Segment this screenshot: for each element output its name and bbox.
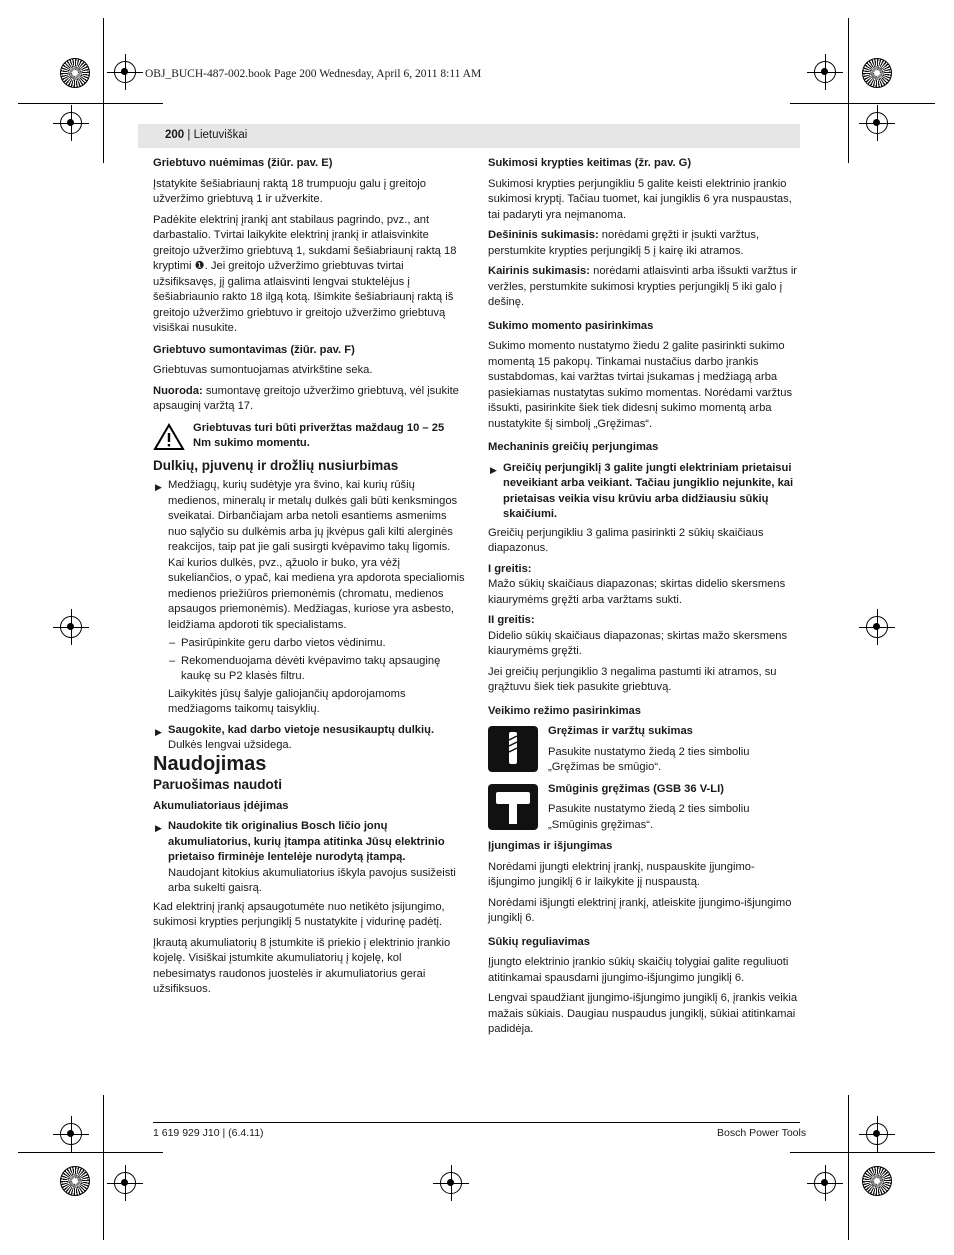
subtitle: I greitis: (488, 562, 532, 575)
registration-star-icon (60, 1166, 90, 1196)
paragraph: Norėdami išjungti elektrinį įrankį, atleiskite įjungimo-išjungimo jungiklį 6. (488, 896, 792, 924)
footer-left: 1 619 929 J10 | (6.4.11) (153, 1127, 264, 1139)
drill-bit-icon (488, 726, 538, 772)
paragraph (488, 264, 800, 311)
mode-item (488, 724, 800, 776)
bullet-item (153, 819, 465, 897)
bullet-text: Naudojant kitokius akumuliatorius iškyla pavojus susižeisti arba sukelti gaisrą. (168, 866, 456, 894)
hammer-icon (488, 784, 538, 830)
section-title: Sūkių reguliavimas (488, 935, 590, 948)
warning-text: Griebtuvas turi būti priveržtas maždaug 10 – 25 Nm sukimo momentu. (193, 421, 445, 449)
mode-text: Pasukite nustatymo žiedą 2 ties simboliu „Smūginis gręžimas“. (548, 803, 750, 831)
registration-star-icon (60, 58, 90, 88)
paragraph: Didelio sūkių skaičiaus diapazonas; skirtas mažo skersmens kiaurymėms gręžti. (488, 629, 788, 657)
bullet-triangle-icon: ▶ (155, 823, 162, 833)
note (153, 384, 465, 415)
section-title: Sukimo momento pasirinkimas (488, 319, 654, 332)
bullet-text: Dulkės lengvai užsidega. (168, 739, 292, 751)
note-text: sumontavę greitojo užveržimo griebtuvą, vėl įsukite apsauginį varžtą 17. (153, 384, 459, 412)
bullet-text-bold: Naudokite tik originalius Bosch ličio jonų akumuliatorius, kurių įtampa atitinka Jūsų elektrinio prietaiso firminėje lentelėje nurodytą įtampą. (168, 820, 445, 863)
bullet-item (153, 478, 465, 633)
registration-mark-icon (866, 616, 888, 638)
mode-title: Gręžimas ir varžtų sukimas (548, 725, 693, 737)
registration-mark-icon (60, 616, 82, 638)
registration-mark-icon (60, 112, 82, 134)
mode-text: Pasukite nustatymo žiedą 2 ties simboliu „Gręžimas be smūgio“. (548, 745, 750, 773)
paragraph: Griebtuvas sumontuojamas atvirkštine seka. (153, 364, 373, 376)
registration-star-icon (862, 1166, 892, 1196)
crop-mark (103, 18, 104, 163)
dash-item: – Pasirūpinkite geru darbo vietos vėdinimu. (169, 637, 386, 649)
mode-title: Smūginis gręžimas (GSB 36 V-LI) (548, 782, 724, 795)
footer-rule (153, 1122, 800, 1123)
paragraph: Norėdami įjungti elektrinį įrankį, nuspauskite įjungimo-išjungimo jungiklį 6 ir laikykite jį nuspaustą. (488, 860, 755, 888)
text: norėdami gręžti ir įsukti varžtus, perstumkite krypties perjungiklį 5 į kairę iki atramos. (488, 229, 760, 257)
bullet-item (488, 461, 800, 523)
dash-text: Rekomenduojama dėvėti kvėpavimo takų apsauginę kaukę su P2 klasės filtru. (181, 654, 441, 682)
paragraph (488, 228, 800, 259)
crop-mark (18, 103, 163, 104)
note-label: Nuoroda: (153, 384, 203, 397)
bullet-text: Medžiagų, kurių sudėtyje yra švino, kai kurių rūšių medienos, mineralų ir metalų dulkės gali būti kenksmingos sveikatai. Dirbančiajam arba netoli esantiems asmenims nuo sąlyčio su dulkėmis arba jų įkvėpus gali kilti alerginės reakcijos, taip pat jie gali susirgti kvėpavimo takų ligomis. Kai kurios dulkės, pvz., ąžuolo ir buko, yra vėžį sukeliančios, o ypač, kai mediena yra apdorota specialiomis medienos priežiūros priemonėmis (chromatu, medienos apsaugos priemonėmis). Medžiagas, kuriose yra asbesto, leidžiama apdoroti tik specialistams. (168, 479, 465, 631)
crop-mark (790, 1152, 935, 1153)
bullet-text-bold: Greičių perjungiklį 3 galite jungti elektriniam prietaisui neveikiant arba veikiant. Tačiau jungiklio nejunkite, kai prietaisas veikia visu krūviu arba didžiausiu sūkių skaičiumi. (503, 461, 794, 520)
right-column (488, 156, 800, 1043)
page-number: 200 (165, 129, 185, 141)
section-title: Akumuliatoriaus įdėjimas (153, 799, 289, 812)
dash-item: – Rekomenduojama dėvėti kvėpavimo takų apsauginę kaukę su P2 klasės filtru. (169, 654, 441, 682)
paragraph: Įjungto elektrinio įrankio sūkių skaičių tolygiai galite reguliuoti atitinkamai spausdami įjungimo-išjungimo jungiklį 6. (488, 956, 789, 984)
section-title: Įjungimas ir išjungimas (488, 840, 613, 852)
dash-text: Pasirūpinkite geru darbo vietos vėdinimu. (181, 637, 386, 649)
paragraph: Įstatykite šešiabriaunį raktą 18 trumpuoju galu į greitojo užveržimo griebtuvą 1 ir užverkite. (153, 177, 426, 205)
crop-mark (790, 103, 935, 104)
mode-item (488, 782, 800, 834)
section-title: Dulkių, pjuvenų ir drožlių nusiurbimas (153, 457, 399, 473)
crop-mark (103, 1095, 104, 1240)
paragraph: Padėkite elektrinį įrankį ant stabilaus pagrindo, pvz., ant darbastalio. Tvirtai laikykite elektrinį įrankį ir atlaisvinkite greitojo užveržimo griebtuvą 1, sukdami šešiabriaunį raktą 18 kryptimi ❶. Jei greitojo užveržimo griebtuvas tvirtai užsifiksavęs, jį galima atlaisvinti lengvai stuktelėjus į šešiabriaunio rakto 18 ilgą kotą. Išimkite šešiabriaunį raktą iš greitojo užveržimo griebtuvo ir greitojo užveržimo griebtuvą visiškai nusukite. (153, 213, 457, 334)
warning-box (153, 421, 465, 452)
registration-mark-icon (866, 1123, 888, 1145)
bullet-item (153, 723, 465, 754)
paragraph: Jei greičių perjungiklio 3 negalima pastumti iki atramos, su grąžtuvu šiek tiek pasukite griebtuvą. (488, 665, 777, 693)
registration-mark-icon (60, 1123, 82, 1145)
bullet-triangle-icon: ▶ (490, 464, 497, 475)
print-header: OBJ_BUCH-487-002.book Page 200 Wednesday, April 6, 2011 8:11 AM (145, 68, 482, 80)
section-title: Griebtuvo sumontavimas (žiūr. pav. F) (153, 343, 355, 356)
bullet-text-bold: Saugokite, kad darbo vietoje nesusikauptų dulkių. (168, 723, 435, 736)
section-title: Veikimo režimo pasirinkimas (488, 704, 641, 717)
paragraph: Greičių perjungikliu 3 galima pasirinkti 2 sūkių skaičiaus diapazonus. (488, 526, 764, 554)
crop-mark (18, 1152, 163, 1153)
chapter-title: Naudojimas (153, 752, 267, 775)
registration-mark-icon (866, 112, 888, 134)
registration-star-icon (862, 58, 892, 88)
registration-mark-icon (440, 1172, 462, 1194)
paragraph: Įkrautą akumuliatorių 8 įstumkite iš priekio į elektrinio įrankio kojelę. Visiškai įstumkite akumuliatorių į kojelę, kol nebesimatys raudonos juostelės ir akumuliatorius gerai užsifiksuos. (153, 936, 451, 995)
paragraph: Lengvai spaudžiant įjungimo-išjungimo jungiklį 6, įrankis veikia mažais sūkiais. Daugiau nuspaudus jungiklį, sūkiai atitinkamai padidėja. (488, 992, 798, 1035)
crop-mark (848, 1095, 849, 1240)
bullet-triangle-icon: ▶ (155, 482, 162, 492)
registration-mark-icon (114, 1172, 136, 1194)
registration-mark-icon (814, 61, 836, 83)
crop-mark (848, 18, 849, 163)
section-title: Griebtuvo nuėmimas (žiūr. pav. E) (153, 157, 333, 169)
section-title: Sukimosi krypties keitimas (žr. pav. G) (488, 157, 692, 169)
text: norėdami atlaisvinti arba išsukti varžtus ir veržles, perstumkite sukimosi krypties perjungiklį 5 iki galo į dešinę. (488, 265, 798, 308)
paragraph: Sukimo momento nustatymo žiedu 2 galite pasirinkti sukimo momentą 15 pakopų. Tinkamai nustačius darbo įrankis sustabdomas, kai varžtas tvirtai įsukamas į medžiagą arba pasiekiamas nustatytas sukimo momentas. Norėdami varžtus išsukti, pasirinkite šiek tiek didesnį sukimo momentą arba nustatykite šį simbolį „Gręžimas“. (488, 340, 793, 430)
paragraph: Mažo sūkių skaičiaus diapazonas; skirtas dideliо skersmens kiaurymėms gręžti arba varžtams sukti. (488, 578, 786, 606)
registration-mark-icon (114, 61, 136, 83)
left-column (153, 156, 465, 1003)
page-header (165, 129, 247, 141)
footer-right: Bosch Power Tools (717, 1127, 807, 1139)
page-language: | Lietuviškai (187, 129, 248, 141)
label: Kairinis sukimasis: (488, 265, 590, 277)
subtitle: II greitis: (488, 614, 535, 626)
paragraph: Kad elektrinį įrankį apsaugotumėte nuo netikėto įsijungimo, sukimosi krypties perjungiklį 5 nustatykite į vidurinę padėtį. (153, 900, 445, 928)
warning-triangle-icon (153, 423, 185, 451)
registration-mark-icon (814, 1172, 836, 1194)
section-title: Paruošimas naudoti (153, 777, 283, 792)
paragraph: Sukimosi krypties perjungikliu 5 galite keisti elektrinio įrankio sukimosi kryptį. Tačiau tuomet, kai jungiklis 6 yra nuspaustas, tai padaryti yra neįmanoma. (488, 177, 792, 221)
paragraph: Laikykitės jūsų šalyje galiojančių apdorojamoms medžiagoms taikomų taisyklių. (168, 687, 406, 715)
bullet-triangle-icon: ▶ (155, 726, 162, 737)
label: Dešininis sukimasis: (488, 229, 599, 241)
section-title: Mechaninis greičių perjungimas (488, 441, 659, 453)
